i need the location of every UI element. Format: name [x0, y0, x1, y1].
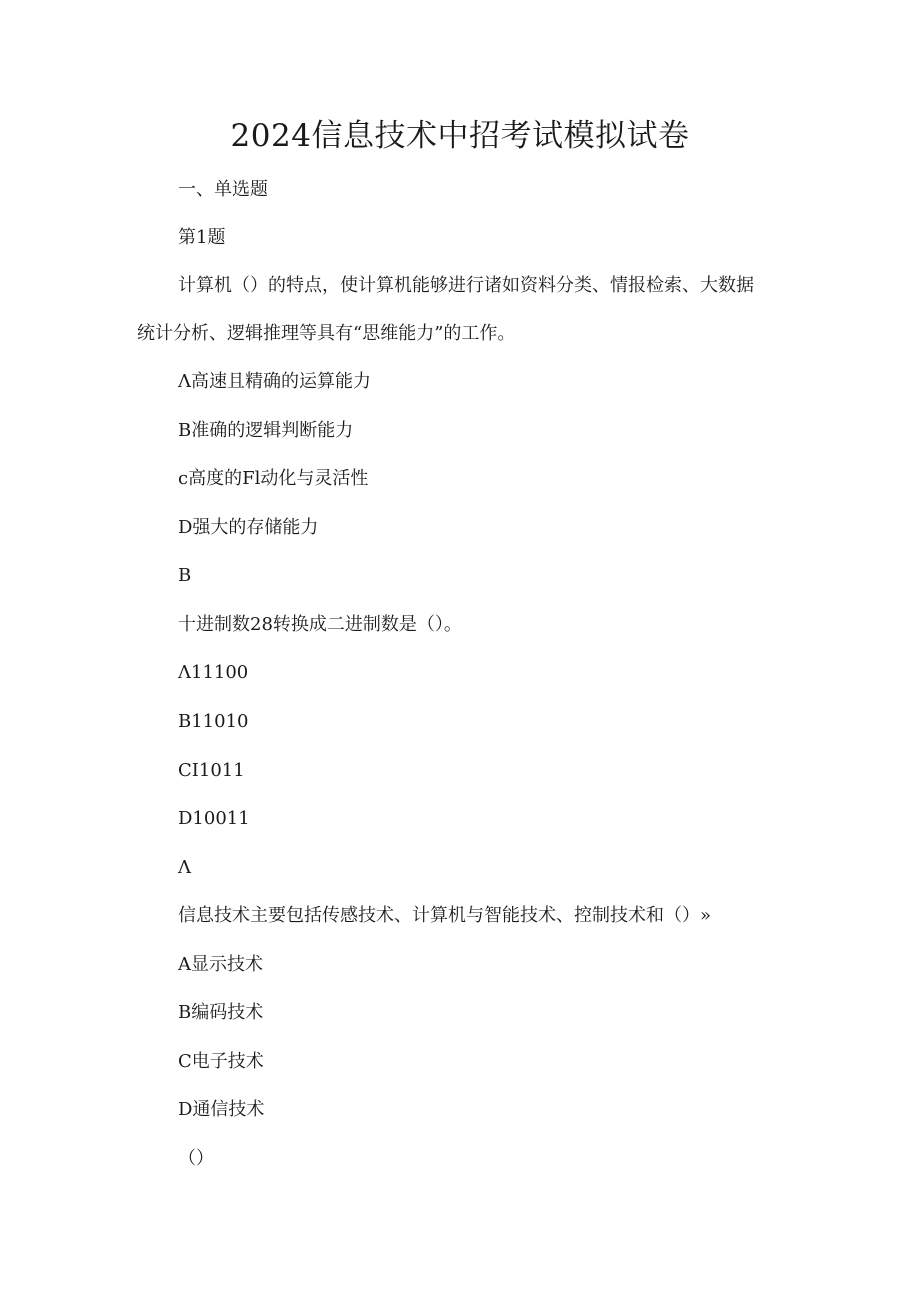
question-1-text-line-2: 统计分析、逻辑推理等具有“思维能力”的工作。: [137, 323, 516, 344]
document-title: 2024信息技术中招考试模拟试卷: [230, 118, 690, 154]
question-2-option-b: B11010: [178, 711, 249, 732]
question-3-answer: （）: [178, 1148, 214, 1169]
question-2-option-a: Λ11100: [178, 662, 249, 683]
question-3-option-d: D通信技术: [178, 1099, 265, 1120]
question-1-option-a: Λ高速且精确的运算能力: [178, 371, 371, 392]
question-1-text-line-1: 计算机（）的特点，使计算机能够进行诸如资料分类、情报检索、大数据: [178, 275, 754, 296]
question-1-option-b: B准确的逻辑判断能力: [178, 420, 354, 441]
question-3-text: 信息技术主要包括传感技术、计算机与智能技术、控制技术和（）»: [178, 905, 712, 926]
question-1-option-c: c高度的Fl动化与灵活性: [178, 468, 369, 489]
question-3-option-a: A显示技术: [178, 954, 263, 975]
question-2-text: 十进制数28转换成二进制数是（）。: [178, 614, 462, 635]
question-2-answer: Λ: [178, 857, 191, 878]
question-1-answer: B: [178, 565, 192, 586]
question-3-option-b: B编码技术: [178, 1002, 264, 1023]
question-2-option-c: CI1011: [178, 760, 245, 781]
section-heading: 一、单选题: [178, 179, 268, 200]
question-number: 第1题: [178, 227, 226, 248]
question-2-option-d: D10011: [178, 808, 250, 829]
question-3-option-c: C电子技术: [178, 1051, 264, 1072]
question-1-option-d: D强大的存储能力: [178, 517, 319, 538]
